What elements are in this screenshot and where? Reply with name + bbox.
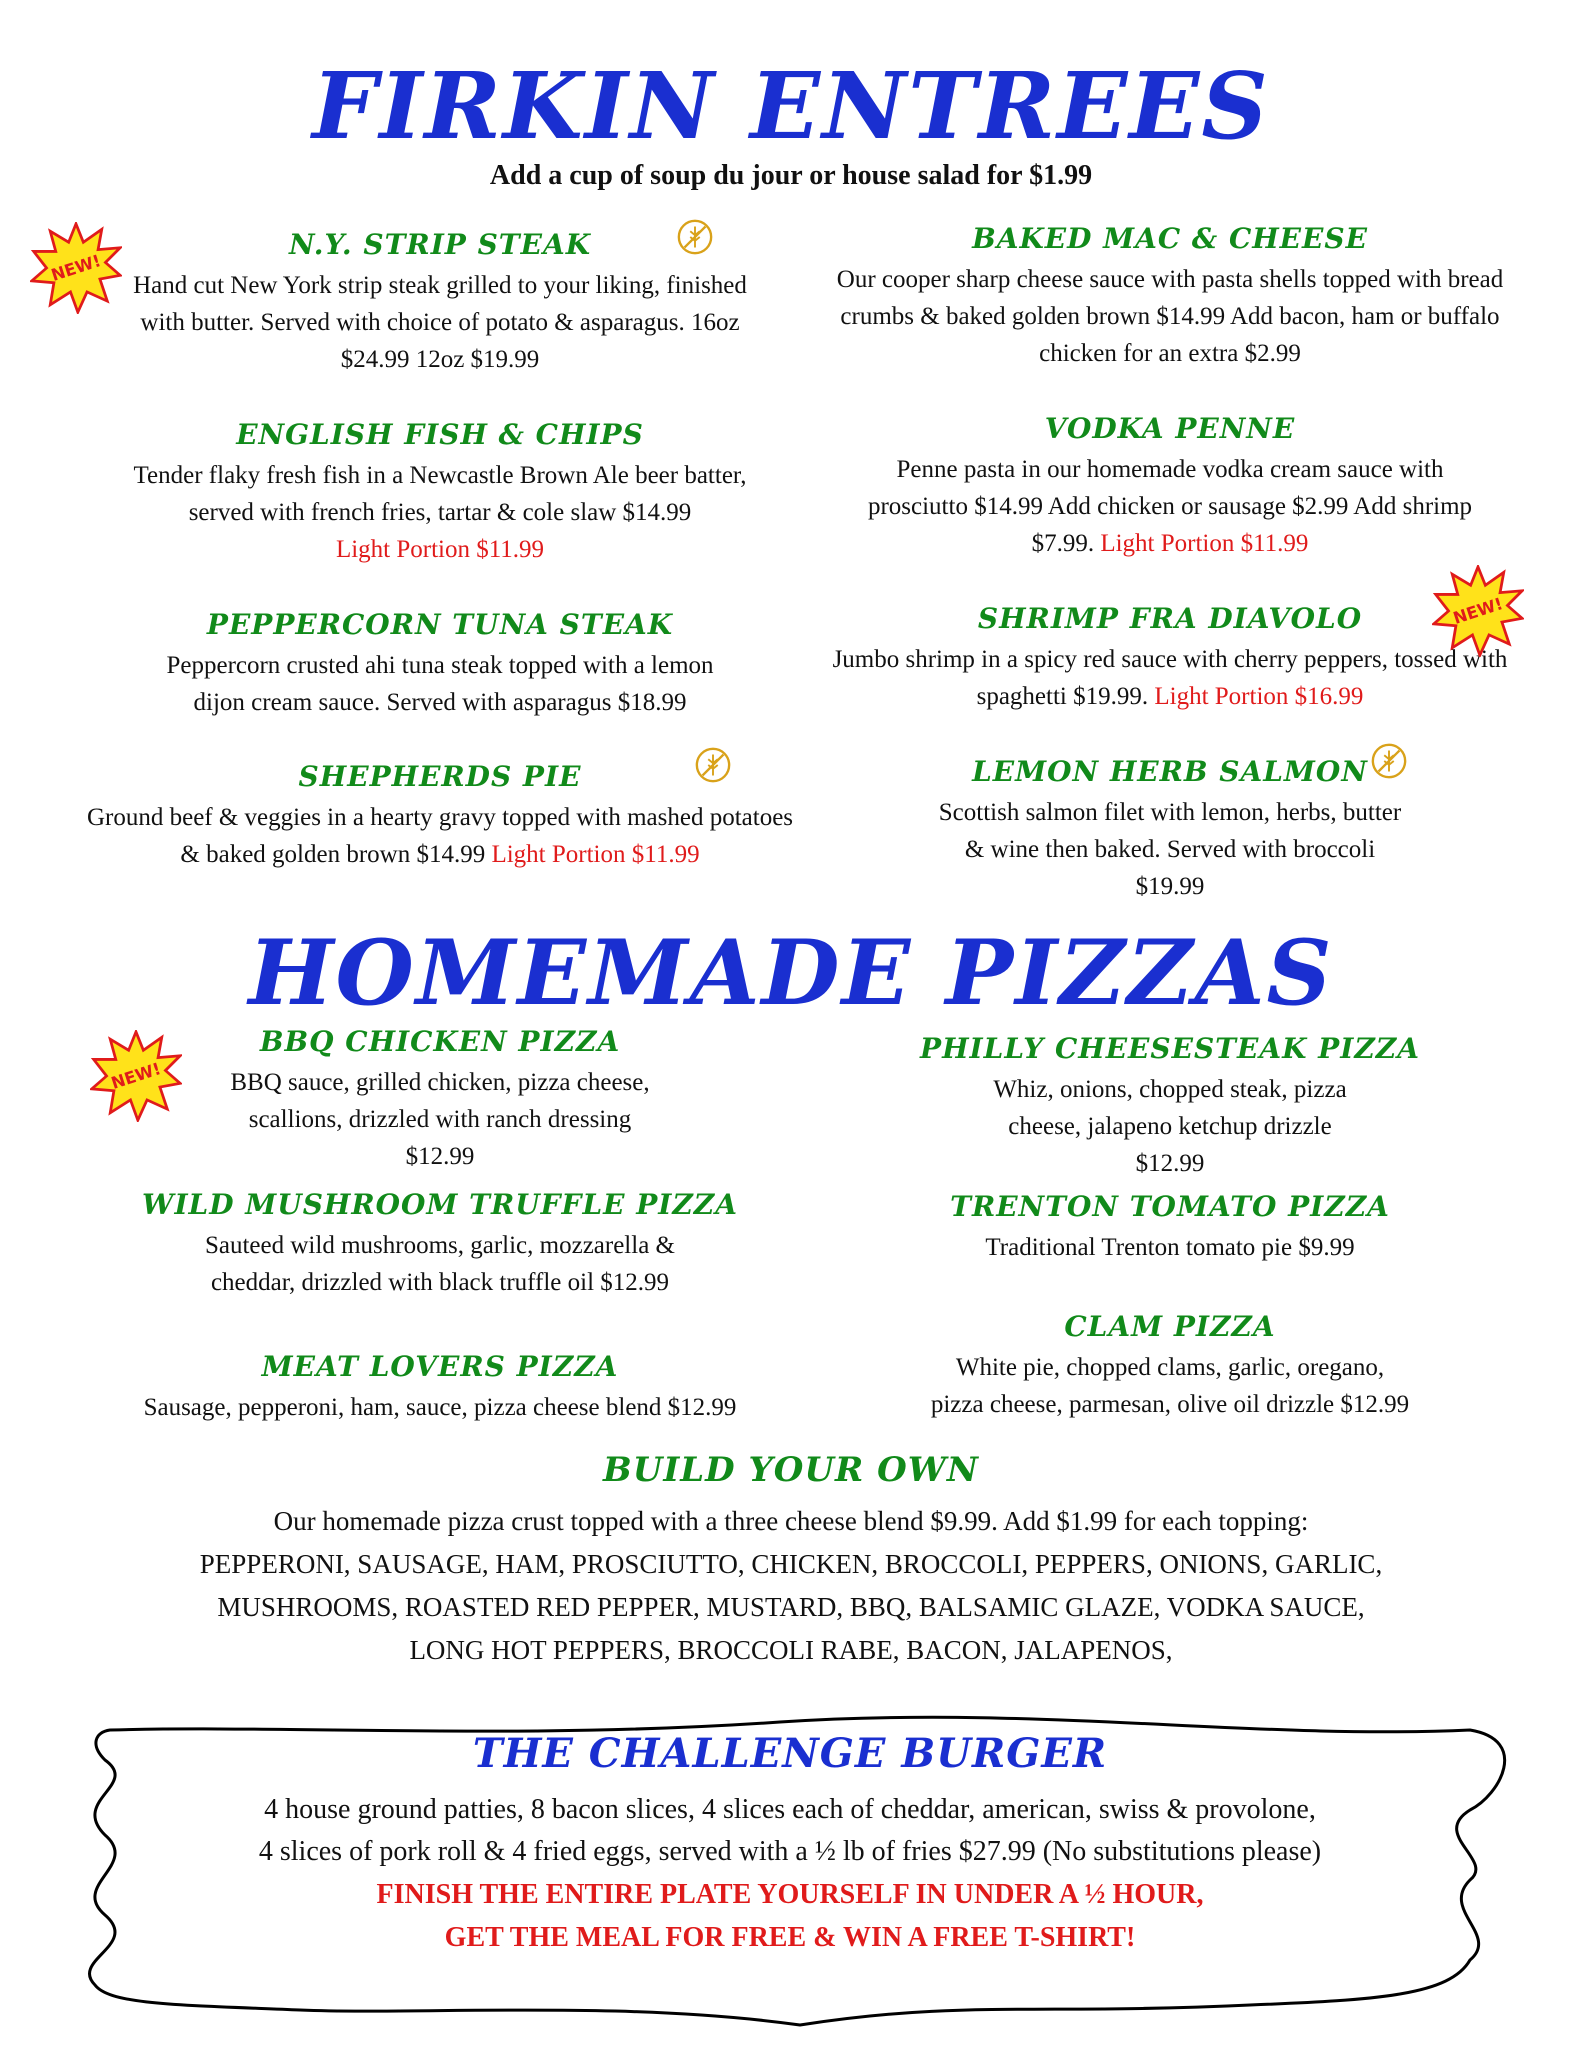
item-name: PEPPERCORN TUNA STEAK: [206, 608, 674, 641]
entree-lemon-herb-salmon: [820, 755, 1520, 905]
byo-line: Our homemade pizza crust topped with a three cheese blend $9.99. Add $1.99 for each topping:: [273, 1506, 1309, 1536]
item-name: LEMON HERB SALMON: [972, 755, 1368, 788]
item-name: BBQ CHICKEN PIZZA: [259, 1025, 621, 1058]
light-portion: Light Portion $16.99: [1154, 683, 1364, 710]
item-desc-block: [820, 641, 1520, 715]
badge-text: NEW!: [108, 1059, 164, 1093]
item-name: SHEPHERDS PIE: [298, 760, 582, 793]
item-name: WILD MUSHROOM TRUFFLE PIZZA: [142, 1188, 738, 1221]
item-desc: Our cooper sharp cheese sauce with pasta shells topped with bread crumbs & baked golden brown $14.99 Add bacon, ham or buffalo chicken for an extra $2.99: [836, 266, 1504, 367]
item-name: VODKA PENNE: [1044, 412, 1296, 445]
entree-shrimp-fra-diavolo: [820, 602, 1520, 715]
starburst-new-icon: [30, 222, 122, 314]
entree-english-fish-chips: [80, 418, 800, 568]
item-desc-block: [820, 451, 1520, 562]
gluten-free-icon: [676, 218, 714, 256]
pizza-wild-mushroom-truffle: [80, 1188, 800, 1301]
light-portion: Light Portion $11.99: [491, 841, 700, 868]
badge-text: NEW!: [48, 251, 104, 285]
item-desc: Peppercorn crusted ahi tuna steak topped with a lemon dijon cream sauce. Served with asparagus $18.99: [166, 652, 714, 716]
entrees-title: FIRKIN ENTREES: [312, 52, 1270, 160]
pizza-trenton-tomato: [820, 1190, 1520, 1266]
item-name: PHILLY CHEESESTEAK PIZZA: [920, 1032, 1420, 1065]
starburst-new-icon: [90, 1030, 182, 1122]
gluten-free-icon: [1370, 742, 1408, 780]
item-name: SHRIMP FRA DIAVOLO: [977, 602, 1363, 635]
challenge-offer-line: FINISH THE ENTIRE PLATE YOURSELF IN UNDER A ½ HOUR,: [376, 1879, 1204, 1910]
item-name: TRENTON TOMATO PIZZA: [950, 1190, 1390, 1223]
pizzas-title: HOMEMADE PIZZAS: [248, 920, 1334, 1026]
item-name: BUILD YOUR OWN: [602, 1450, 980, 1490]
pizza-clam: [820, 1310, 1520, 1423]
item-name: N.Y. STRIP STEAK: [288, 228, 592, 261]
item-name: CLAM PIZZA: [1064, 1310, 1276, 1343]
item-desc: Hand cut New York strip steak grilled to your liking, finished with butter. Served with choice of potato & asparagus. 16oz $24.99 12oz $19.99: [133, 272, 747, 373]
pizza-philly-cheesesteak: [820, 1032, 1520, 1182]
item-desc: Ground beef & veggies in a hearty gravy topped with mashed potatoes & baked golden brown $14.99: [86, 804, 794, 868]
item-desc: Sauteed wild mushrooms, garlic, mozzarella & cheddar, drizzled with black truffle oil $12.99: [204, 1232, 675, 1296]
pizza-bbq-chicken: [80, 1025, 800, 1175]
item-desc: Jumbo shrimp in a spicy red sauce with cherry peppers, tossed with spaghetti $19.99.: [832, 646, 1508, 710]
pizza-meat-lovers: [80, 1350, 800, 1426]
item-name: ENGLISH FISH & CHIPS: [236, 418, 644, 451]
starburst-new-icon: [1432, 565, 1524, 657]
item-desc: Whiz, onions, chopped steak, pizza cheese, jalapeno ketchup drizzle $12.99: [993, 1076, 1347, 1177]
item-desc: Traditional Trenton tomato pie $9.99: [985, 1234, 1355, 1261]
item-name: BAKED MAC & CHEESE: [972, 222, 1368, 255]
byo-line: LONG HOT PEPPERS, BROCCOLI RABE, BACON, JALAPENOS,: [409, 1635, 1173, 1665]
byo-line: MUSHROOMS, ROASTED RED PEPPER, MUSTARD, BBQ, BALSAMIC GLAZE, VODKA SAUCE,: [217, 1592, 1365, 1622]
item-desc-block: [70, 799, 810, 873]
byo-line: PEPPERONI, SAUSAGE, HAM, PROSCIUTTO, CHICKEN, BROCCOLI, PEPPERS, ONIONS, GARLIC,: [199, 1549, 1383, 1579]
item-desc: BBQ sauce, grilled chicken, pizza cheese, scallions, drizzled with ranch dressing $12.99: [230, 1069, 650, 1170]
challenge-line: 4 slices of pork roll & 4 fried eggs, served with a ½ lb of fries $27.99 (No substitutions please): [258, 1836, 1322, 1867]
build-your-own: [80, 1450, 1502, 1672]
challenge-title: THE CHALLENGE BURGER: [472, 1730, 1108, 1777]
light-portion: Light Portion $11.99: [1100, 530, 1309, 557]
challenge-offer-line: GET THE MEAL FOR FREE & WIN A FREE T-SHIRT!: [444, 1922, 1136, 1953]
item-desc: Tender flaky fresh fish in a Newcastle Brown Ale beer batter, served with french fries, tartar & cole slaw $14.99: [133, 462, 747, 526]
light-portion: Light Portion $11.99: [335, 536, 545, 563]
gluten-free-icon: [694, 746, 732, 784]
challenge-burger: [120, 1730, 1460, 1959]
entrees-subtitle: Add a cup of soup du jour or house salad for $1.99: [489, 160, 1093, 191]
challenge-line: 4 house ground patties, 8 bacon slices, 4 slices each of cheddar, american, swiss & provolone,: [264, 1794, 1316, 1825]
item-desc: Sausage, pepperoni, ham, sauce, pizza cheese blend $12.99: [143, 1394, 737, 1421]
badge-text: NEW!: [1450, 594, 1506, 628]
item-desc: Scottish salmon filet with lemon, herbs, butter & wine then baked. Served with broccoli $19.99: [938, 799, 1402, 900]
item-name: MEAT LOVERS PIZZA: [261, 1350, 619, 1383]
entree-baked-mac-cheese: [820, 222, 1520, 372]
item-desc: White pie, chopped clams, garlic, oregano, pizza cheese, parmesan, olive oil drizzle $12.99: [930, 1354, 1410, 1418]
entree-vodka-penne: [820, 412, 1520, 562]
entree-peppercorn-tuna-steak: [80, 608, 800, 721]
item-desc: Penne pasta in our homemade vodka cream sauce with prosciutto $14.99 Add chicken or sausage $2.99 Add shrimp $7.99.: [867, 456, 1473, 557]
